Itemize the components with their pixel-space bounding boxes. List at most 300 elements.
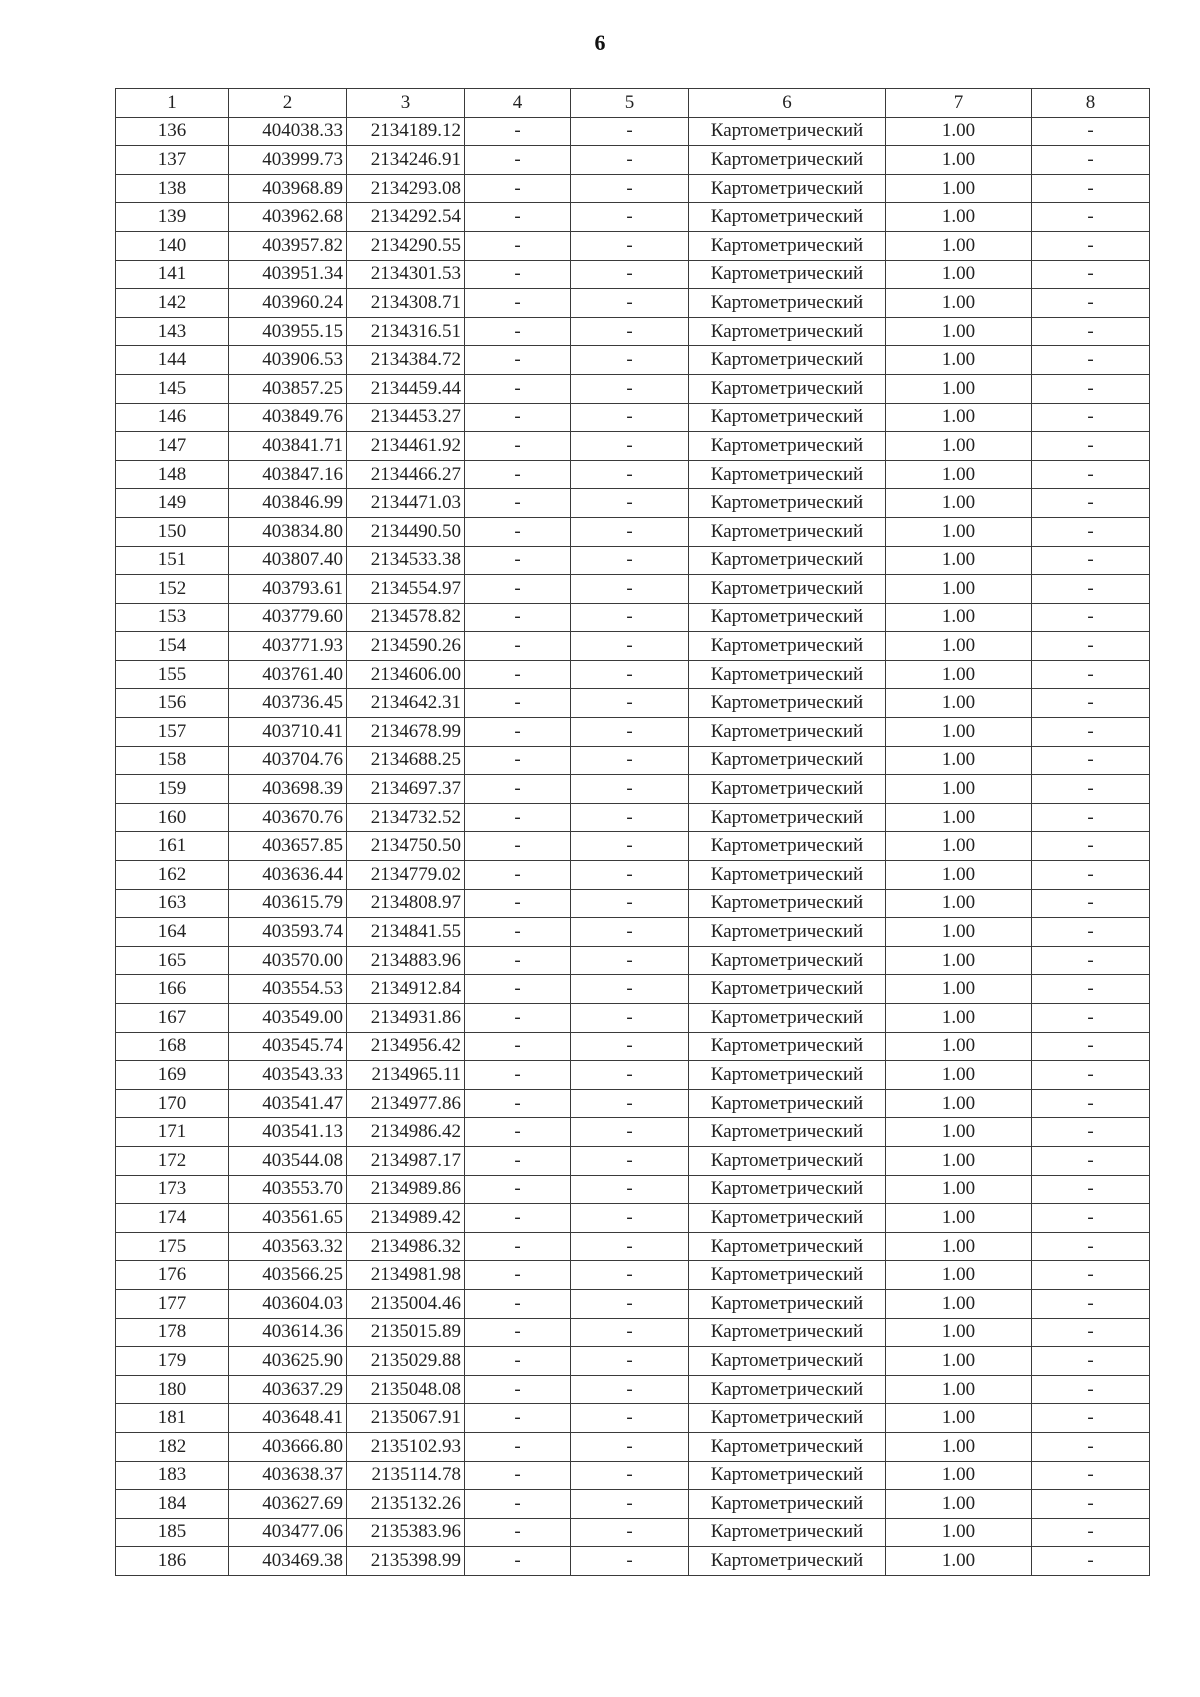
cell-coord-x: 403554.53 [229,975,347,1004]
cell-col-4: - [465,603,571,632]
cell-method: Картометрический [689,1118,886,1147]
cell-accuracy: 1.00 [886,1318,1032,1347]
cell-method: Картометрический [689,1461,886,1490]
table-row [116,1232,1150,1261]
cell-coord-y: 2134590.26 [347,632,465,661]
cell-col-4: - [465,432,571,461]
cell-coord-x: 403541.13 [229,1118,347,1147]
cell-point-number: 146 [116,403,229,432]
cell-col-5: - [571,146,689,175]
table-row [116,1490,1150,1519]
column-header-2: 2 [229,89,347,118]
cell-col-5: - [571,1261,689,1290]
cell-col-8: - [1032,1232,1150,1261]
cell-point-number: 179 [116,1347,229,1376]
cell-col-4: - [465,1118,571,1147]
cell-coord-y: 2135102.93 [347,1432,465,1461]
cell-coord-y: 2134986.32 [347,1232,465,1261]
column-header-6: 6 [689,89,886,118]
table-row [116,489,1150,518]
cell-point-number: 183 [116,1461,229,1490]
cell-method: Картометрический [689,117,886,146]
cell-col-5: - [571,403,689,432]
cell-coord-x: 403604.03 [229,1289,347,1318]
cell-col-8: - [1032,1461,1150,1490]
table-row [116,1175,1150,1204]
cell-method: Картометрический [689,889,886,918]
cell-point-number: 150 [116,517,229,546]
cell-point-number: 138 [116,174,229,203]
cell-col-8: - [1032,718,1150,747]
cell-col-5: - [571,117,689,146]
cell-col-4: - [465,861,571,890]
page-number: 6 [594,30,606,55]
cell-accuracy: 1.00 [886,1547,1032,1576]
cell-coord-y: 2134459.44 [347,374,465,403]
cell-coord-y: 2135398.99 [347,1547,465,1576]
cell-accuracy: 1.00 [886,889,1032,918]
cell-method: Картометрический [689,1347,886,1376]
cell-method: Картометрический [689,1404,886,1433]
cell-coord-y: 2134931.86 [347,1004,465,1033]
cell-coord-x: 403638.37 [229,1461,347,1490]
cell-coord-y: 2134750.50 [347,832,465,861]
table-row [116,374,1150,403]
table-row [116,203,1150,232]
column-header-3: 3 [347,89,465,118]
cell-point-number: 147 [116,432,229,461]
cell-accuracy: 1.00 [886,1061,1032,1090]
cell-coord-x: 403553.70 [229,1175,347,1204]
cell-col-5: - [571,231,689,260]
cell-col-4: - [465,1375,571,1404]
table-row [116,861,1150,890]
cell-point-number: 137 [116,146,229,175]
cell-coord-x: 403593.74 [229,918,347,947]
cell-coord-y: 2134697.37 [347,775,465,804]
cell-method: Картометрический [689,203,886,232]
cell-coord-x: 403807.40 [229,546,347,575]
table-row [116,803,1150,832]
table-row [116,1461,1150,1490]
table-row [116,1204,1150,1233]
cell-coord-x: 404038.33 [229,117,347,146]
cell-coord-y: 2134779.02 [347,861,465,890]
cell-coord-y: 2135132.26 [347,1490,465,1519]
cell-col-5: - [571,1175,689,1204]
cell-method: Картометрический [689,1547,886,1576]
column-header-5: 5 [571,89,689,118]
cell-col-4: - [465,203,571,232]
cell-col-4: - [465,689,571,718]
cell-col-8: - [1032,1518,1150,1547]
cell-col-8: - [1032,1547,1150,1576]
cell-coord-y: 2134578.82 [347,603,465,632]
cell-coord-y: 2134981.98 [347,1261,465,1290]
cell-point-number: 164 [116,918,229,947]
cell-col-4: - [465,346,571,375]
cell-coord-y: 2134471.03 [347,489,465,518]
cell-method: Картометрический [689,231,886,260]
cell-accuracy: 1.00 [886,1204,1032,1233]
cell-method: Картометрический [689,832,886,861]
cell-method: Картометрический [689,861,886,890]
cell-coord-x: 403951.34 [229,260,347,289]
cell-col-5: - [571,1518,689,1547]
cell-point-number: 149 [116,489,229,518]
cell-col-5: - [571,632,689,661]
cell-coord-x: 403625.90 [229,1347,347,1376]
cell-col-4: - [465,1432,571,1461]
cell-method: Картометрический [689,1375,886,1404]
cell-coord-y: 2134453.27 [347,403,465,432]
cell-col-8: - [1032,1375,1150,1404]
cell-method: Картометрический [689,632,886,661]
cell-col-4: - [465,1289,571,1318]
cell-coord-x: 403614.36 [229,1318,347,1347]
cell-point-number: 157 [116,718,229,747]
cell-col-5: - [571,1089,689,1118]
cell-col-4: - [465,374,571,403]
cell-col-8: - [1032,346,1150,375]
cell-col-4: - [465,289,571,318]
cell-col-5: - [571,1032,689,1061]
cell-accuracy: 1.00 [886,1347,1032,1376]
cell-col-4: - [465,174,571,203]
cell-coord-x: 403566.25 [229,1261,347,1290]
table-row [116,632,1150,661]
cell-col-5: - [571,432,689,461]
cell-coord-y: 2134606.00 [347,660,465,689]
cell-point-number: 158 [116,746,229,775]
cell-col-4: - [465,517,571,546]
cell-coord-y: 2135048.08 [347,1375,465,1404]
cell-accuracy: 1.00 [886,1146,1032,1175]
cell-col-4: - [465,1232,571,1261]
cell-col-8: - [1032,231,1150,260]
cell-coord-y: 2134883.96 [347,946,465,975]
table-row [116,346,1150,375]
table-row [116,546,1150,575]
cell-coord-y: 2134246.91 [347,146,465,175]
cell-method: Картометрический [689,1204,886,1233]
cell-coord-x: 403543.33 [229,1061,347,1090]
cell-col-8: - [1032,660,1150,689]
cell-point-number: 155 [116,660,229,689]
cell-coord-x: 403561.65 [229,1204,347,1233]
cell-col-5: - [571,1404,689,1433]
cell-col-8: - [1032,403,1150,432]
table-row [116,1289,1150,1318]
cell-coord-x: 403704.76 [229,746,347,775]
cell-accuracy: 1.00 [886,317,1032,346]
cell-col-5: - [571,918,689,947]
cell-coord-y: 2134678.99 [347,718,465,747]
cell-col-8: - [1032,146,1150,175]
cell-col-8: - [1032,174,1150,203]
table-row [116,660,1150,689]
cell-method: Картометрический [689,346,886,375]
cell-col-5: - [571,1547,689,1576]
cell-method: Картометрический [689,1032,886,1061]
cell-coord-x: 403906.53 [229,346,347,375]
cell-point-number: 186 [116,1547,229,1576]
cell-point-number: 176 [116,1261,229,1290]
cell-accuracy: 1.00 [886,1232,1032,1261]
cell-col-8: - [1032,374,1150,403]
cell-method: Картометрический [689,1146,886,1175]
cell-coord-x: 403968.89 [229,174,347,203]
cell-col-4: - [465,660,571,689]
cell-col-8: - [1032,803,1150,832]
cell-coord-y: 2134989.86 [347,1175,465,1204]
cell-accuracy: 1.00 [886,117,1032,146]
cell-col-4: - [465,1490,571,1519]
cell-coord-y: 2134688.25 [347,746,465,775]
cell-accuracy: 1.00 [886,1375,1032,1404]
cell-col-8: - [1032,432,1150,461]
cell-col-4: - [465,1146,571,1175]
cell-point-number: 142 [116,289,229,318]
cell-col-5: - [571,746,689,775]
cell-point-number: 141 [116,260,229,289]
cell-accuracy: 1.00 [886,174,1032,203]
cell-coord-y: 2134965.11 [347,1061,465,1090]
cell-coord-y: 2134189.12 [347,117,465,146]
cell-coord-x: 403627.69 [229,1490,347,1519]
cell-col-5: - [571,575,689,604]
cell-method: Картометрический [689,803,886,832]
cell-point-number: 185 [116,1518,229,1547]
table-row [116,1146,1150,1175]
table-row [116,1089,1150,1118]
cell-coord-y: 2134466.27 [347,460,465,489]
cell-col-4: - [465,1404,571,1433]
table-row [116,260,1150,289]
cell-accuracy: 1.00 [886,203,1032,232]
cell-accuracy: 1.00 [886,918,1032,947]
cell-coord-x: 403955.15 [229,317,347,346]
cell-accuracy: 1.00 [886,403,1032,432]
cell-col-8: - [1032,1032,1150,1061]
cell-point-number: 140 [116,231,229,260]
cell-col-5: - [571,1289,689,1318]
cell-accuracy: 1.00 [886,718,1032,747]
cell-col-8: - [1032,1175,1150,1204]
cell-accuracy: 1.00 [886,432,1032,461]
cell-point-number: 151 [116,546,229,575]
table-row [116,517,1150,546]
table-row [116,146,1150,175]
table-row [116,432,1150,461]
cell-point-number: 175 [116,1232,229,1261]
table-row [116,117,1150,146]
cell-col-8: - [1032,632,1150,661]
cell-col-8: - [1032,260,1150,289]
cell-col-8: - [1032,918,1150,947]
cell-col-5: - [571,289,689,318]
cell-col-4: - [465,460,571,489]
cell-coord-x: 403545.74 [229,1032,347,1061]
cell-col-4: - [465,946,571,975]
table-row [116,832,1150,861]
cell-coord-x: 403960.24 [229,289,347,318]
cell-method: Картометрический [689,1289,886,1318]
cell-point-number: 169 [116,1061,229,1090]
cell-coord-y: 2134554.97 [347,575,465,604]
cell-col-8: - [1032,1118,1150,1147]
cell-accuracy: 1.00 [886,1032,1032,1061]
table-row [116,403,1150,432]
cell-col-8: - [1032,517,1150,546]
cell-point-number: 173 [116,1175,229,1204]
cell-method: Картометрический [689,517,886,546]
cell-coord-y: 2134533.38 [347,546,465,575]
cell-col-4: - [465,575,571,604]
table-row [116,575,1150,604]
cell-col-5: - [571,603,689,632]
cell-col-8: - [1032,117,1150,146]
cell-point-number: 136 [116,117,229,146]
cell-point-number: 177 [116,1289,229,1318]
cell-col-8: - [1032,1490,1150,1519]
cell-accuracy: 1.00 [886,632,1032,661]
cell-col-4: - [465,718,571,747]
cell-point-number: 153 [116,603,229,632]
table-row [116,1404,1150,1433]
table-row [116,1261,1150,1290]
cell-accuracy: 1.00 [886,1518,1032,1547]
cell-method: Картометрический [689,1518,886,1547]
cell-point-number: 163 [116,889,229,918]
cell-accuracy: 1.00 [886,460,1032,489]
column-header-7: 7 [886,89,1032,118]
cell-coord-x: 403841.71 [229,432,347,461]
cell-coord-y: 2135029.88 [347,1347,465,1376]
table-row [116,1347,1150,1376]
cell-coord-x: 403657.85 [229,832,347,861]
table-row [116,1375,1150,1404]
cell-col-8: - [1032,1261,1150,1290]
cell-coord-x: 403666.80 [229,1432,347,1461]
cell-method: Картометрический [689,1004,886,1033]
cell-col-8: - [1032,1404,1150,1433]
cell-accuracy: 1.00 [886,1118,1032,1147]
column-header-4: 4 [465,89,571,118]
cell-coord-x: 403736.45 [229,689,347,718]
cell-accuracy: 1.00 [886,746,1032,775]
cell-col-4: - [465,1461,571,1490]
cell-point-number: 180 [116,1375,229,1404]
cell-col-8: - [1032,289,1150,318]
cell-accuracy: 1.00 [886,346,1032,375]
table-row [116,946,1150,975]
cell-col-4: - [465,1204,571,1233]
cell-col-5: - [571,975,689,1004]
cell-coord-x: 403846.99 [229,489,347,518]
cell-method: Картометрический [689,460,886,489]
cell-col-8: - [1032,460,1150,489]
cell-coord-x: 403857.25 [229,374,347,403]
cell-coord-x: 403541.47 [229,1089,347,1118]
cell-col-5: - [571,1432,689,1461]
cell-col-5: - [571,946,689,975]
cell-col-8: - [1032,575,1150,604]
cell-col-4: - [465,146,571,175]
cell-coord-y: 2134301.53 [347,260,465,289]
cell-col-5: - [571,1118,689,1147]
cell-coord-y: 2134841.55 [347,918,465,947]
cell-col-5: - [571,260,689,289]
table-header-row [116,89,1150,118]
cell-method: Картометрический [689,1061,886,1090]
cell-point-number: 168 [116,1032,229,1061]
cell-col-4: - [465,1347,571,1376]
cell-point-number: 159 [116,775,229,804]
cell-method: Картометрический [689,403,886,432]
cell-col-5: - [571,1204,689,1233]
cell-accuracy: 1.00 [886,146,1032,175]
cell-coord-y: 2134987.17 [347,1146,465,1175]
cell-accuracy: 1.00 [886,374,1032,403]
cell-col-4: - [465,803,571,832]
cell-col-4: - [465,117,571,146]
cell-method: Картометрический [689,1432,886,1461]
cell-accuracy: 1.00 [886,260,1032,289]
cell-accuracy: 1.00 [886,517,1032,546]
cell-accuracy: 1.00 [886,1289,1032,1318]
cell-col-8: - [1032,746,1150,775]
cell-col-5: - [571,1318,689,1347]
cell-col-5: - [571,517,689,546]
cell-method: Картометрический [689,718,886,747]
table-row [116,1432,1150,1461]
cell-point-number: 165 [116,946,229,975]
cell-coord-x: 403779.60 [229,603,347,632]
cell-col-5: - [571,832,689,861]
table-row [116,174,1150,203]
cell-method: Картометрический [689,775,886,804]
table-body [116,117,1150,1575]
cell-point-number: 145 [116,374,229,403]
cell-coord-x: 403636.44 [229,861,347,890]
cell-col-8: - [1032,832,1150,861]
table-row [116,460,1150,489]
cell-col-4: - [465,1518,571,1547]
cell-col-4: - [465,260,571,289]
cell-accuracy: 1.00 [886,289,1032,318]
cell-point-number: 178 [116,1318,229,1347]
cell-point-number: 154 [116,632,229,661]
cell-coord-x: 403793.61 [229,575,347,604]
cell-coord-x: 403761.40 [229,660,347,689]
cell-coord-x: 403563.32 [229,1232,347,1261]
cell-point-number: 166 [116,975,229,1004]
cell-accuracy: 1.00 [886,1089,1032,1118]
cell-coord-y: 2134384.72 [347,346,465,375]
cell-accuracy: 1.00 [886,946,1032,975]
cell-col-8: - [1032,489,1150,518]
cell-method: Картометрический [689,689,886,718]
cell-col-5: - [571,718,689,747]
cell-col-8: - [1032,1061,1150,1090]
cell-accuracy: 1.00 [886,1404,1032,1433]
cell-coord-x: 403477.06 [229,1518,347,1547]
cell-accuracy: 1.00 [886,775,1032,804]
cell-coord-x: 403469.38 [229,1547,347,1576]
cell-method: Картометрический [689,1232,886,1261]
cell-coord-y: 2134461.92 [347,432,465,461]
